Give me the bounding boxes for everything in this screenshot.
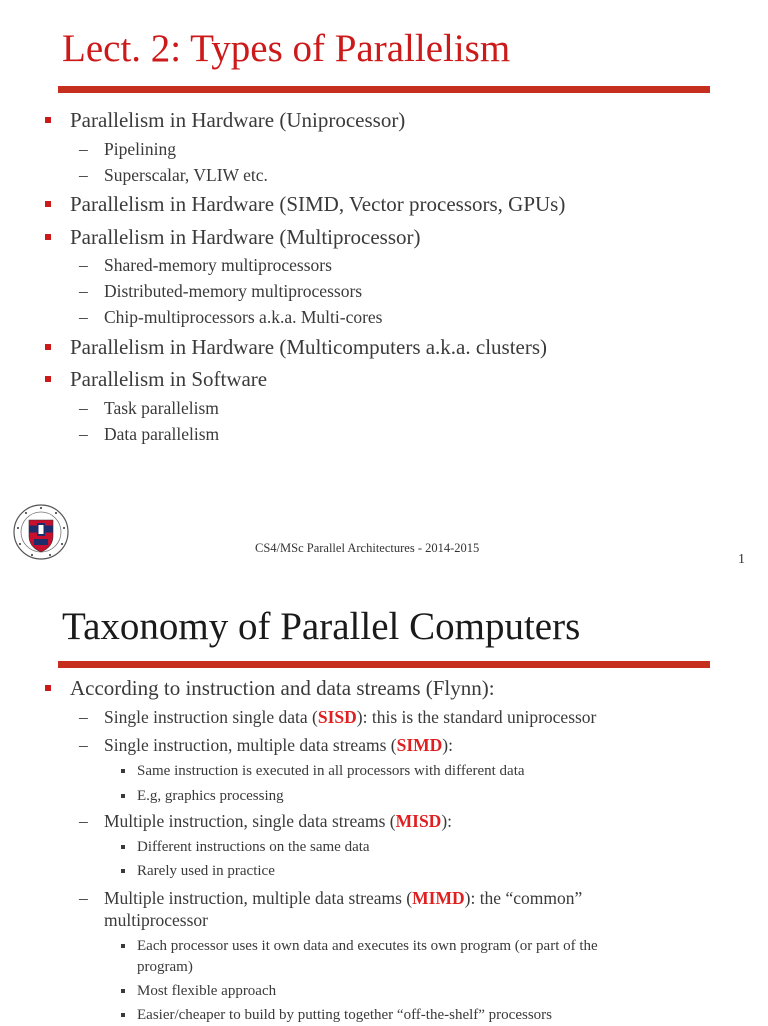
title-rule <box>58 661 710 668</box>
small-square-bullet-icon <box>121 989 125 993</box>
dash-bullet-icon: – <box>79 888 88 908</box>
square-bullet-icon <box>45 117 51 123</box>
bullet-item: Parallelism in Hardware (Multiprocessor) <box>70 225 420 250</box>
dash-bullet-icon: – <box>79 398 88 418</box>
square-bullet-icon <box>45 685 51 691</box>
slide-2 <box>0 590 768 1024</box>
dash-bullet-icon: – <box>79 307 88 327</box>
small-square-bullet-icon <box>121 845 125 849</box>
bullet-item: Parallelism in Hardware (SIMD, Vector processors, GPUs) <box>70 192 565 217</box>
small-square-bullet-icon <box>121 944 125 948</box>
square-bullet-icon <box>45 234 51 240</box>
sub-sub-bullet-item: E.g, graphics processing <box>137 786 284 807</box>
simd-tag: SIMD <box>396 735 443 755</box>
bullet-item: According to instruction and data streams (Flynn): <box>70 676 495 701</box>
sub-bullet-item: – Data parallelism <box>79 424 220 444</box>
small-square-bullet-icon <box>121 794 125 798</box>
small-square-bullet-icon <box>121 1013 125 1017</box>
dash-bullet-icon: – <box>79 139 88 159</box>
sisd-tag: SISD <box>317 707 357 727</box>
misd-tag: MISD <box>395 811 442 831</box>
sub-sub-bullet-continuation: program) <box>137 959 193 975</box>
square-bullet-icon <box>45 344 51 350</box>
sub-sub-bullet-item: Different instructions on the same data <box>137 837 370 858</box>
sub-bullet-item: – Distributed-memory multiprocessors <box>79 281 363 301</box>
dash-bullet-icon: – <box>79 255 88 275</box>
square-bullet-icon <box>45 201 51 207</box>
sub-sub-bullet-item: Each processor uses it own data and executes its own program (or part of the <box>137 936 598 957</box>
dash-bullet-icon: – <box>79 735 88 755</box>
bullet-item: Parallelism in Hardware (Uniprocessor) <box>70 108 405 133</box>
dash-bullet-icon: – <box>79 424 88 444</box>
sub-bullet-item: – Pipelining <box>79 139 176 159</box>
sub-bullet-item: – Single instruction, multiple data streams (SIMD): <box>79 735 453 755</box>
sub-bullet-continuation: multiprocessor <box>104 910 209 930</box>
sub-sub-bullet-item: Easier/cheaper to build by putting together “off-the-shelf” processors <box>137 1005 552 1026</box>
university-crest-icon <box>12 503 70 561</box>
title-rule <box>58 86 710 93</box>
small-square-bullet-icon <box>121 769 125 773</box>
slide-2-title: Taxonomy of Parallel Computers <box>62 605 581 648</box>
bullet-item: Parallelism in Software <box>70 367 267 392</box>
sub-bullet-item: – Multiple instruction, single data streams (MISD): <box>79 811 453 831</box>
sub-bullet-item: – Single instruction single data (SISD): this is the standard uniprocessor <box>79 707 597 727</box>
slide-footer: CS4/MSc Parallel Architectures - 2014-2015 <box>255 541 480 555</box>
sub-bullet-item: – Multiple instruction, multiple data streams (MIMD): the “common” <box>79 888 583 908</box>
sub-bullet-item: – Task parallelism <box>79 398 219 418</box>
small-square-bullet-icon <box>121 869 125 873</box>
dash-bullet-icon: – <box>79 165 88 185</box>
sub-sub-bullet-item: Rarely used in practice <box>137 861 275 882</box>
sub-bullet-item: – Shared-memory multiprocessors <box>79 255 332 275</box>
mimd-tag: MIMD <box>412 888 465 908</box>
page-number: 1 <box>738 552 745 567</box>
slide-1-title: Lect. 2: Types of Parallelism <box>62 27 511 70</box>
sub-bullet-item: – Superscalar, VLIW etc. <box>79 165 268 185</box>
sub-bullet-item: – Chip-multiprocessors a.k.a. Multi-cores <box>79 307 383 327</box>
dash-bullet-icon: – <box>79 811 88 831</box>
bullet-item: Parallelism in Hardware (Multicomputers a.k.a. clusters) <box>70 335 547 360</box>
dash-bullet-icon: – <box>79 281 88 301</box>
dash-bullet-icon: – <box>79 707 88 727</box>
square-bullet-icon <box>45 376 51 382</box>
sub-sub-bullet-item: Same instruction is executed in all processors with different data <box>137 761 525 782</box>
sub-sub-bullet-item: Most flexible approach <box>137 981 276 1002</box>
